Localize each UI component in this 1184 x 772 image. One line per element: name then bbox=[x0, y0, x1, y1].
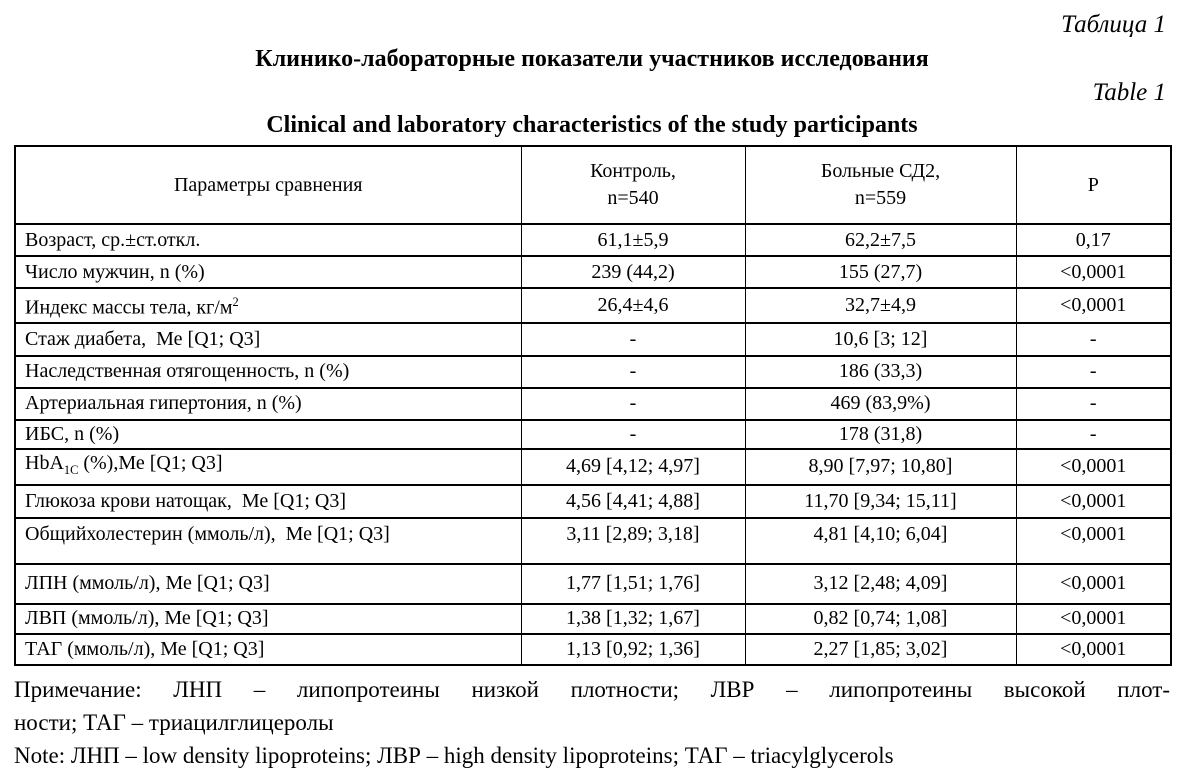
table-row bbox=[15, 323, 1171, 356]
cell-p-value: 0,17 bbox=[1016, 224, 1171, 256]
row-label-text: Артериальная гипертония, n (%) bbox=[25, 392, 302, 415]
row-label bbox=[15, 323, 521, 356]
cell-control-value: - bbox=[521, 356, 745, 388]
cell-control-value: 239 (44,2) bbox=[521, 256, 745, 288]
row-label bbox=[15, 420, 521, 449]
cell-p-value: <0,0001 bbox=[1016, 256, 1171, 288]
cell-sd2-value: 11,70 [9,34; 15,11] bbox=[745, 485, 1016, 518]
row-label-text: ТАГ (ммоль/л), Ме [Q1; Q3] bbox=[25, 637, 265, 660]
cell-p-value: - bbox=[1016, 356, 1171, 388]
header-control-group bbox=[521, 146, 745, 224]
row-label bbox=[15, 288, 521, 323]
row-label-text: ИБС, n (%) bbox=[25, 422, 120, 445]
header-sd2-group bbox=[745, 146, 1016, 224]
cell-p-value: <0,0001 bbox=[1016, 634, 1171, 665]
row-label bbox=[15, 485, 521, 518]
table-row bbox=[15, 564, 1171, 604]
table-number-ru: Таблица 1 bbox=[1061, 11, 1166, 38]
cell-p-value: <0,0001 bbox=[1016, 485, 1171, 518]
cell-sd2-value: 62,2±7,5 bbox=[745, 224, 1016, 256]
cell-sd2-value: 10,6 [3; 12] bbox=[745, 323, 1016, 356]
header-sd2-line1: Больные СД2, bbox=[820, 160, 941, 182]
table-row bbox=[15, 420, 1171, 449]
cell-p-value: - bbox=[1016, 323, 1171, 356]
cell-control-value: 26,4±4,6 bbox=[521, 288, 745, 323]
table-row bbox=[15, 356, 1171, 388]
cell-sd2-value: 469 (83,9%) bbox=[745, 388, 1016, 420]
cell-sd2-value: 8,90 [7,97; 10,80] bbox=[745, 449, 1016, 485]
row-label bbox=[15, 224, 521, 256]
note-en: Note: ЛНП – low density lipoproteins; ЛВР – high density lipoproteins; ТАГ – triacylglycerols bbox=[14, 742, 894, 768]
clinical-characteristics-table bbox=[14, 145, 1172, 666]
row-label-text: (%),Ме [Q1; Q3] bbox=[78, 451, 223, 474]
row-label-text: Индекс массы тела, кг/м bbox=[25, 296, 233, 319]
row-label-sup: 2 bbox=[232, 295, 239, 309]
cell-sd2-value: 2,27 [1,85; 3,02] bbox=[745, 634, 1016, 665]
cell-sd2-value: 155 (27,7) bbox=[745, 256, 1016, 288]
cell-control-value: 1,38 [1,32; 1,67] bbox=[521, 604, 745, 634]
table-row bbox=[15, 224, 1171, 256]
header-sd2-line2: n=559 bbox=[854, 187, 907, 209]
cell-sd2-value: 0,82 [0,74; 1,08] bbox=[745, 604, 1016, 634]
cell-p-value: <0,0001 bbox=[1016, 518, 1171, 564]
row-label-text: ЛПН (ммоль/л), Ме [Q1; Q3] bbox=[25, 572, 270, 595]
table-row bbox=[15, 256, 1171, 288]
header-control-line2: n=540 bbox=[607, 187, 659, 209]
row-label bbox=[15, 256, 521, 288]
cell-control-value: - bbox=[521, 388, 745, 420]
table-row bbox=[15, 449, 1171, 485]
table-row bbox=[15, 604, 1171, 634]
cell-sd2-value: 178 (31,8) bbox=[745, 420, 1016, 449]
header-parameters: Параметры сравнения bbox=[15, 146, 521, 224]
row-label-text: HbA bbox=[25, 451, 64, 474]
table-row bbox=[15, 485, 1171, 518]
table-title-en: Clinical and laboratory characteristics of the study participants bbox=[266, 112, 918, 138]
cell-p-value: <0,0001 bbox=[1016, 449, 1171, 485]
cell-p-value: <0,0001 bbox=[1016, 564, 1171, 604]
row-label-text: ЛВП (ммоль/л), Ме [Q1; Q3] bbox=[25, 607, 269, 630]
row-label bbox=[15, 604, 521, 634]
cell-p-value: - bbox=[1016, 420, 1171, 449]
row-label-text: Наследственная отягощенность, n (%) bbox=[25, 360, 350, 383]
cell-control-value: 4,69 [4,12; 4,97] bbox=[521, 449, 745, 485]
note-ru-line1: Примечание: ЛНП – липопротеины низкой плотности; ЛВР – липопротеины высокой плот- bbox=[14, 676, 1170, 702]
table-row bbox=[15, 518, 1171, 564]
table-row bbox=[15, 634, 1171, 665]
cell-control-value: 1,13 [0,92; 1,36] bbox=[521, 634, 745, 665]
row-label-text: Глюкоза крови натощак, Ме [Q1; Q3] bbox=[25, 489, 347, 512]
header-control-line1: Контроль, bbox=[590, 160, 676, 182]
header-p-value: Р bbox=[1016, 146, 1171, 224]
table-number-en: Table 1 bbox=[1092, 79, 1166, 106]
row-label-text: Стаж диабета, Ме [Q1; Q3] bbox=[25, 327, 261, 350]
cell-control-value: - bbox=[521, 323, 745, 356]
cell-sd2-value: 186 (33,3) bbox=[745, 356, 1016, 388]
table-row bbox=[15, 288, 1171, 323]
row-label bbox=[15, 449, 521, 485]
table-notes bbox=[14, 673, 1170, 772]
cell-sd2-value: 32,7±4,9 bbox=[745, 288, 1016, 323]
header-row bbox=[15, 146, 1171, 224]
cell-sd2-value: 3,12 [2,48; 4,09] bbox=[745, 564, 1016, 604]
cell-control-value: 4,56 [4,41; 4,88] bbox=[521, 485, 745, 518]
note-ru-line2: ности; ТАГ – триацилглицеролы bbox=[14, 709, 334, 735]
cell-control-value: - bbox=[521, 420, 745, 449]
cell-p-value: <0,0001 bbox=[1016, 604, 1171, 634]
row-label bbox=[15, 634, 521, 665]
cell-control-value: 61,1±5,9 bbox=[521, 224, 745, 256]
row-label-text: Возраст, ср.±ст.откл. bbox=[25, 228, 201, 251]
table-title-ru: Клинико-лабораторные показатели участников исследования bbox=[255, 46, 929, 72]
cell-control-value: 3,11 [2,89; 3,18] bbox=[521, 518, 745, 564]
row-label bbox=[15, 564, 521, 604]
cell-control-value: 1,77 [1,51; 1,76] bbox=[521, 564, 745, 604]
row-label-sub: 1C bbox=[63, 462, 79, 477]
table-row bbox=[15, 388, 1171, 420]
cell-p-value: - bbox=[1016, 388, 1171, 420]
row-label bbox=[15, 388, 521, 420]
row-label-text: Общийхолестерин (ммоль/л), Ме [Q1; Q3] bbox=[25, 522, 390, 545]
row-label bbox=[15, 518, 521, 564]
row-label bbox=[15, 356, 521, 388]
cell-sd2-value: 4,81 [4,10; 6,04] bbox=[745, 518, 1016, 564]
row-label-text: Число мужчин, n (%) bbox=[25, 260, 205, 283]
table-body bbox=[15, 224, 1171, 665]
cell-p-value: <0,0001 bbox=[1016, 288, 1171, 323]
